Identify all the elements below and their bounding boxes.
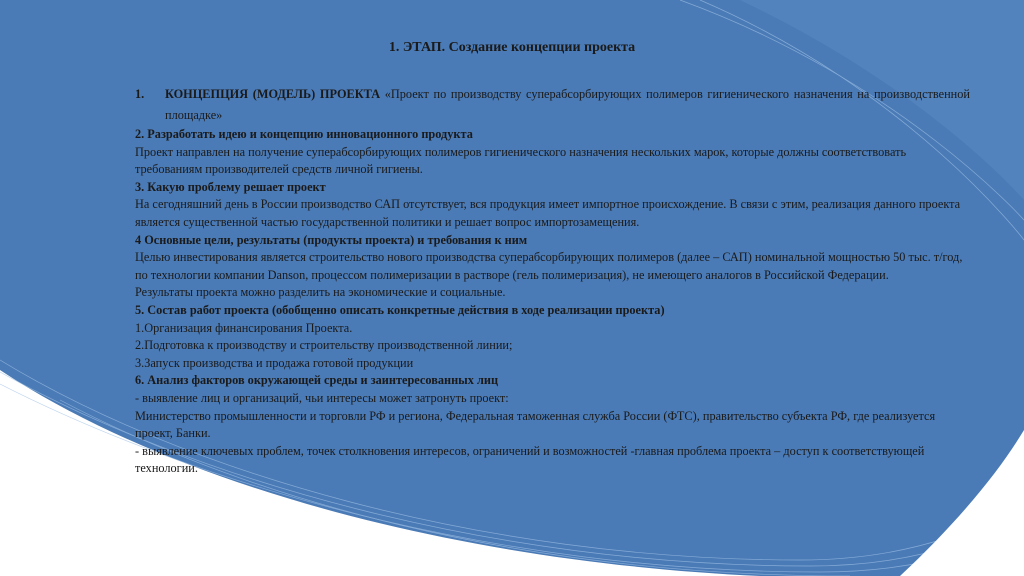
text-5a: 1.Организация финансирования Проекта. xyxy=(135,320,353,335)
text-3: На сегодняшний день в России производство САП отсутствует, вся продукция имеет импортное происхождение. В связи с этим, реализация данного проекта является существенной частью государственной политики и решает вопрос импортозамещения. xyxy=(135,197,961,229)
text-2: Проект направлен на получение суперабсорбирующих полимеров гигиенического назначения нескольких марок, которые должны соответствовать требованиям производителей средств личной гигиены. xyxy=(135,144,907,177)
text-6a: - выявление лиц и организаций, чьи интересы может затронуть проект: xyxy=(135,390,509,405)
slide-body xyxy=(135,84,970,478)
item-1-text xyxy=(165,84,970,126)
item-1-desc: «Проект по производству суперабсорбирующих полимеров гигиенического назначения на производственной площадке» xyxy=(165,87,970,122)
text-5b: 2.Подготовка к производству и строительству производственной линии; xyxy=(135,338,513,353)
item-1 xyxy=(135,84,970,126)
slide-title: 1. ЭТАП. Создание концепции проекта xyxy=(388,40,636,55)
text-6b: Министерство промышленности и торговли РФ и региона, Федеральная таможенная служба России (ФТС), правительство субъекта РФ, где реализуется проект, Банки. xyxy=(135,408,936,441)
heading-4: 4 Основные цели, результаты (продукты проекта) и требования к ним xyxy=(135,232,528,247)
text-5c: 3.Запуск производства и продажа готовой продукции xyxy=(135,355,414,370)
item-1-number: 1. xyxy=(135,87,145,101)
item-1-lead: КОНЦЕПЦИЯ (МОДЕЛЬ) ПРОЕКТА xyxy=(165,87,381,101)
heading-5: 5. Состав работ проекта (обобщенно описать конкретные действия в ходе реализации проекта) xyxy=(135,302,665,317)
heading-3: 3. Какую проблему решает проект xyxy=(135,179,326,194)
text-6c: - выявление ключевых проблем, точек столкновения интересов, ограничений и возможностей -главная проблема проекта – доступ к соответствующей технологии. xyxy=(135,443,925,476)
heading-2: 2. Разработать идею и концепцию инновационного продукта xyxy=(135,127,473,141)
text-4b: Результаты проекта можно разделить на экономические и социальные. xyxy=(135,285,506,300)
text-4a: Целью инвестирования является строительство нового производства суперабсорбирующих полимеров (далее – САП) номинальной мощностью 50 тыс. т/год, по технологии компании Danson, процессом полимеризации в растворе (гель полимеризация), не имеющего аналогов в Российской Федерации. xyxy=(135,250,963,282)
heading-6: 6. Анализ факторов окружающей среды и заинтересованных лиц xyxy=(135,373,499,388)
